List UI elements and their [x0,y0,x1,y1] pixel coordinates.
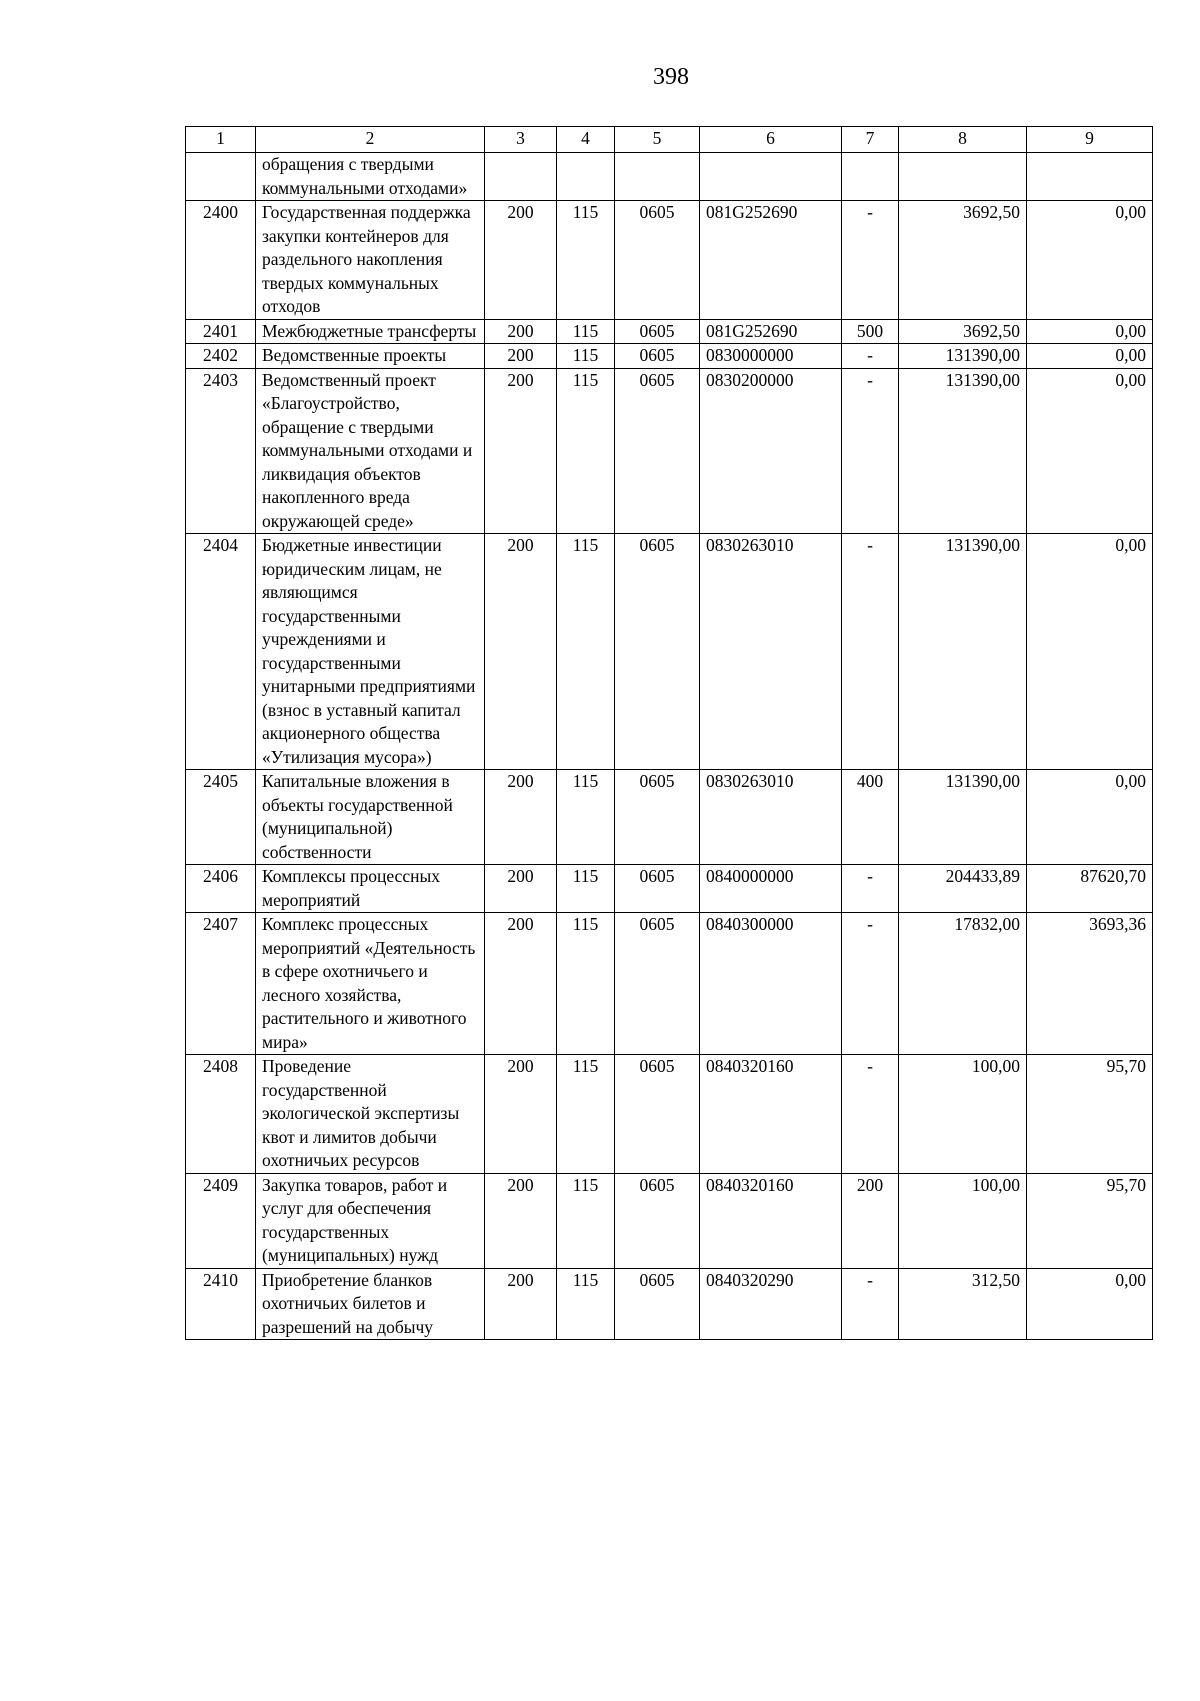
row-number-cell: 2410 [186,1268,256,1340]
col4-cell: 115 [557,534,615,770]
column-header: 9 [1027,127,1153,153]
code-cell: 0840320160 [700,1173,842,1268]
col7-cell: - [842,344,899,369]
col7-cell: - [842,913,899,1055]
col5-cell: 0605 [615,319,700,344]
col4-cell: 115 [557,1268,615,1340]
code-cell: 0840300000 [700,913,842,1055]
code-cell: 0830000000 [700,344,842,369]
amount2-cell: 0,00 [1027,319,1153,344]
row-number-cell: 2404 [186,534,256,770]
amount-cell: 312,50 [899,1268,1027,1340]
col4-cell: 115 [557,913,615,1055]
amount-cell: 131390,00 [899,534,1027,770]
col4-cell: 115 [557,1055,615,1174]
col3-cell [485,153,557,201]
name-cell: Комплексы процессных мероприятий [256,865,485,913]
col5-cell [615,153,700,201]
col4-cell: 115 [557,201,615,320]
amount-cell: 100,00 [899,1055,1027,1174]
row-number-cell: 2402 [186,344,256,369]
budget-table [185,126,1153,1340]
name-cell: обращения с твердыми коммунальными отходами» [256,153,485,201]
row-number-cell: 2403 [186,368,256,534]
col7-cell: - [842,1055,899,1174]
col7-cell: 200 [842,1173,899,1268]
code-cell [700,153,842,201]
col5-cell: 0605 [615,1268,700,1340]
col4-cell: 115 [557,865,615,913]
col4-cell [557,153,615,201]
col4-cell: 115 [557,319,615,344]
col4-cell: 115 [557,770,615,865]
column-header: 3 [485,127,557,153]
row-number-cell: 2405 [186,770,256,865]
col4-cell: 115 [557,1173,615,1268]
name-cell: Межбюджетные трансферты [256,319,485,344]
col7-cell: - [842,865,899,913]
col5-cell: 0605 [615,368,700,534]
col7-cell: - [842,1268,899,1340]
code-cell: 0830263010 [700,770,842,865]
col7-cell: 400 [842,770,899,865]
column-header: 2 [256,127,485,153]
amount-cell: 100,00 [899,1173,1027,1268]
name-cell: Проведение государственной экологической экспертизы квот и лимитов добычи охотничьих ресурсов [256,1055,485,1174]
code-cell: 081G252690 [700,319,842,344]
row-number-cell: 2406 [186,865,256,913]
amount-cell: 131390,00 [899,770,1027,865]
amount-cell: 3692,50 [899,319,1027,344]
name-cell: Государственная поддержка закупки контейнеров для раздельного накопления твердых коммунальных отходов [256,201,485,320]
amount2-cell: 87620,70 [1027,865,1153,913]
col3-cell: 200 [485,865,557,913]
amount2-cell: 0,00 [1027,344,1153,369]
table-row [186,319,1153,344]
table-row [186,153,1153,201]
col7-cell: - [842,534,899,770]
column-header: 8 [899,127,1027,153]
amount-cell: 131390,00 [899,344,1027,369]
row-number-cell: 2407 [186,913,256,1055]
amount2-cell: 95,70 [1027,1055,1153,1174]
code-cell: 081G252690 [700,201,842,320]
col3-cell: 200 [485,1268,557,1340]
col3-cell: 200 [485,1055,557,1174]
column-header: 1 [186,127,256,153]
amount2-cell: 3693,36 [1027,913,1153,1055]
col3-cell: 200 [485,534,557,770]
col7-cell: - [842,201,899,320]
name-cell: Комплекс процессных мероприятий «Деятельность в сфере охотничьего и лесного хозяйства, растительного и животного мира» [256,913,485,1055]
code-cell: 0840320160 [700,1055,842,1174]
page-number: 398 [653,64,689,90]
col3-cell: 200 [485,319,557,344]
amount2-cell: 95,70 [1027,1173,1153,1268]
col5-cell: 0605 [615,534,700,770]
amount-cell: 131390,00 [899,368,1027,534]
col3-cell: 200 [485,344,557,369]
amount2-cell: 0,00 [1027,534,1153,770]
amount2-cell [1027,153,1153,201]
col3-cell: 200 [485,368,557,534]
col5-cell: 0605 [615,1055,700,1174]
col5-cell: 0605 [615,344,700,369]
amount2-cell: 0,00 [1027,1268,1153,1340]
row-number-cell: 2400 [186,201,256,320]
code-cell: 0840000000 [700,865,842,913]
col3-cell: 200 [485,770,557,865]
col5-cell: 0605 [615,1173,700,1268]
code-cell: 0830263010 [700,534,842,770]
col3-cell: 200 [485,1173,557,1268]
col5-cell: 0605 [615,770,700,865]
code-cell: 0830200000 [700,368,842,534]
amount2-cell: 0,00 [1027,770,1153,865]
table-row [186,534,1153,770]
table-row [186,1055,1153,1174]
col5-cell: 0605 [615,201,700,320]
table-row [186,913,1153,1055]
col4-cell: 115 [557,344,615,369]
name-cell: Ведомственный проект «Благоустройство, обращение с твердыми коммунальными отходами и ликвидация объектов накопленного вреда окружающей среде» [256,368,485,534]
amount-cell: 3692,50 [899,201,1027,320]
col3-cell: 200 [485,201,557,320]
col7-cell: - [842,368,899,534]
amount-cell: 204433,89 [899,865,1027,913]
col5-cell: 0605 [615,865,700,913]
name-cell: Бюджетные инвестиции юридическим лицам, не являющимся государственными учреждениями и государственными унитарными предприятиями (взнос в уставный капитал акционерного общества «Утилизация мусора») [256,534,485,770]
row-number-cell: 2409 [186,1173,256,1268]
row-number-cell: 2408 [186,1055,256,1174]
header-row [186,127,1153,153]
column-header: 7 [842,127,899,153]
amount-cell [899,153,1027,201]
table-body [186,153,1153,1340]
amount2-cell: 0,00 [1027,201,1153,320]
col4-cell: 115 [557,368,615,534]
column-header: 6 [700,127,842,153]
column-header: 4 [557,127,615,153]
name-cell: Капитальные вложения в объекты государственной (муниципальной) собственности [256,770,485,865]
table-row [186,1268,1153,1340]
name-cell: Ведомственные проекты [256,344,485,369]
col3-cell: 200 [485,913,557,1055]
row-number-cell [186,153,256,201]
name-cell: Приобретение бланков охотничьих билетов и разрешений на добычу [256,1268,485,1340]
column-header: 5 [615,127,700,153]
table-row [186,368,1153,534]
row-number-cell: 2401 [186,319,256,344]
amount-cell: 17832,00 [899,913,1027,1055]
name-cell: Закупка товаров, работ и услуг для обеспечения государственных (муниципальных) нужд [256,1173,485,1268]
table-row [186,770,1153,865]
amount2-cell: 0,00 [1027,368,1153,534]
table-row [186,201,1153,320]
col7-cell [842,153,899,201]
col7-cell: 500 [842,319,899,344]
table-row [186,1173,1153,1268]
col5-cell: 0605 [615,913,700,1055]
table-row [186,865,1153,913]
code-cell: 0840320290 [700,1268,842,1340]
table-row [186,344,1153,369]
